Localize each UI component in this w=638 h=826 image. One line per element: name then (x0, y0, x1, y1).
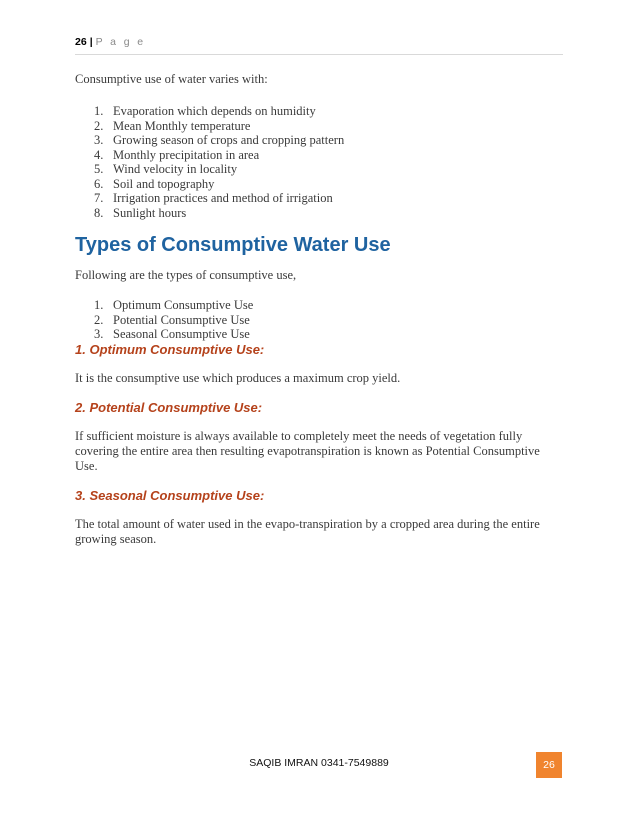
list-item-text: Wind velocity in locality (113, 162, 238, 176)
header-page-number: 26 (75, 36, 87, 48)
list-item (75, 206, 555, 221)
list-item-number: 3. (94, 133, 104, 147)
intro-paragraph: Consumptive use of water varies with: (75, 72, 268, 86)
list-item (75, 191, 555, 206)
list-item-text: Mean Monthly temperature (113, 118, 251, 133)
list-item-text: Optimum Consumptive Use (113, 298, 254, 312)
subheading-potential: 2. Potential Consumptive Use: (75, 399, 263, 415)
body-optimum: It is the consumptive use which produces a maximum crop yield. (75, 370, 401, 385)
list-item (75, 104, 555, 119)
footer-author: SAQIB IMRAN 0341-7549889 (249, 757, 389, 769)
footer-page-number-box: 26 (536, 752, 562, 778)
body-seasonal: The total amount of water used in the evapo-transpiration by a cropped area during the entire growing season. (75, 516, 540, 546)
list-item-text: Monthly precipitation in area (113, 147, 260, 162)
list-item-text: Potential Consumptive Use (113, 312, 250, 327)
list-item-text: Soil and topography (113, 176, 215, 191)
types-intro-paragraph: Following are the types of consumptive use, (75, 268, 297, 282)
list-item-text: Evaporation which depends on humidity (113, 104, 316, 118)
list-item-number: 1. (94, 298, 104, 312)
list-item-text: Growing season of crops and cropping pattern (113, 133, 345, 147)
list-item-number: 8. (94, 205, 104, 220)
list-item (75, 148, 555, 163)
list-item (75, 133, 555, 148)
list-item-number: 4. (94, 147, 104, 162)
list-item-text: Irrigation practices and method of irrigation (113, 191, 333, 205)
list-item-number: 2. (94, 118, 104, 133)
list-item (75, 162, 555, 177)
list-item-number: 1. (94, 104, 104, 118)
page-header (75, 36, 563, 55)
list-item-number: 3. (94, 327, 104, 341)
list-item-number: 2. (94, 312, 104, 327)
factors-list (75, 104, 555, 220)
subheading-seasonal: 3. Seasonal Consumptive Use: (75, 487, 265, 503)
list-item-text: Sunlight hours (113, 205, 187, 220)
list-item (75, 119, 555, 134)
list-item (75, 177, 555, 192)
types-list (75, 298, 555, 342)
list-item-number: 6. (94, 176, 104, 191)
list-item (75, 298, 555, 313)
list-item (75, 327, 555, 342)
body-potential: If sufficient moisture is always available to completely meet the needs of vegetation fully covering the entire area then resulting evapotranspiration is known as Potential Consumptive Use. (75, 428, 540, 473)
list-item (75, 313, 555, 328)
page-footer (0, 752, 638, 778)
list-item-number: 5. (94, 162, 104, 176)
header-page-word: P a g e (95, 36, 146, 48)
header-separator: | (89, 36, 93, 48)
subheading-optimum: 1. Optimum Consumptive Use: (75, 341, 265, 357)
list-item-number: 7. (94, 191, 104, 205)
list-item-text: Seasonal Consumptive Use (113, 327, 250, 341)
section-title: Types of Consumptive Water Use (75, 234, 391, 256)
page-content (75, 72, 555, 547)
